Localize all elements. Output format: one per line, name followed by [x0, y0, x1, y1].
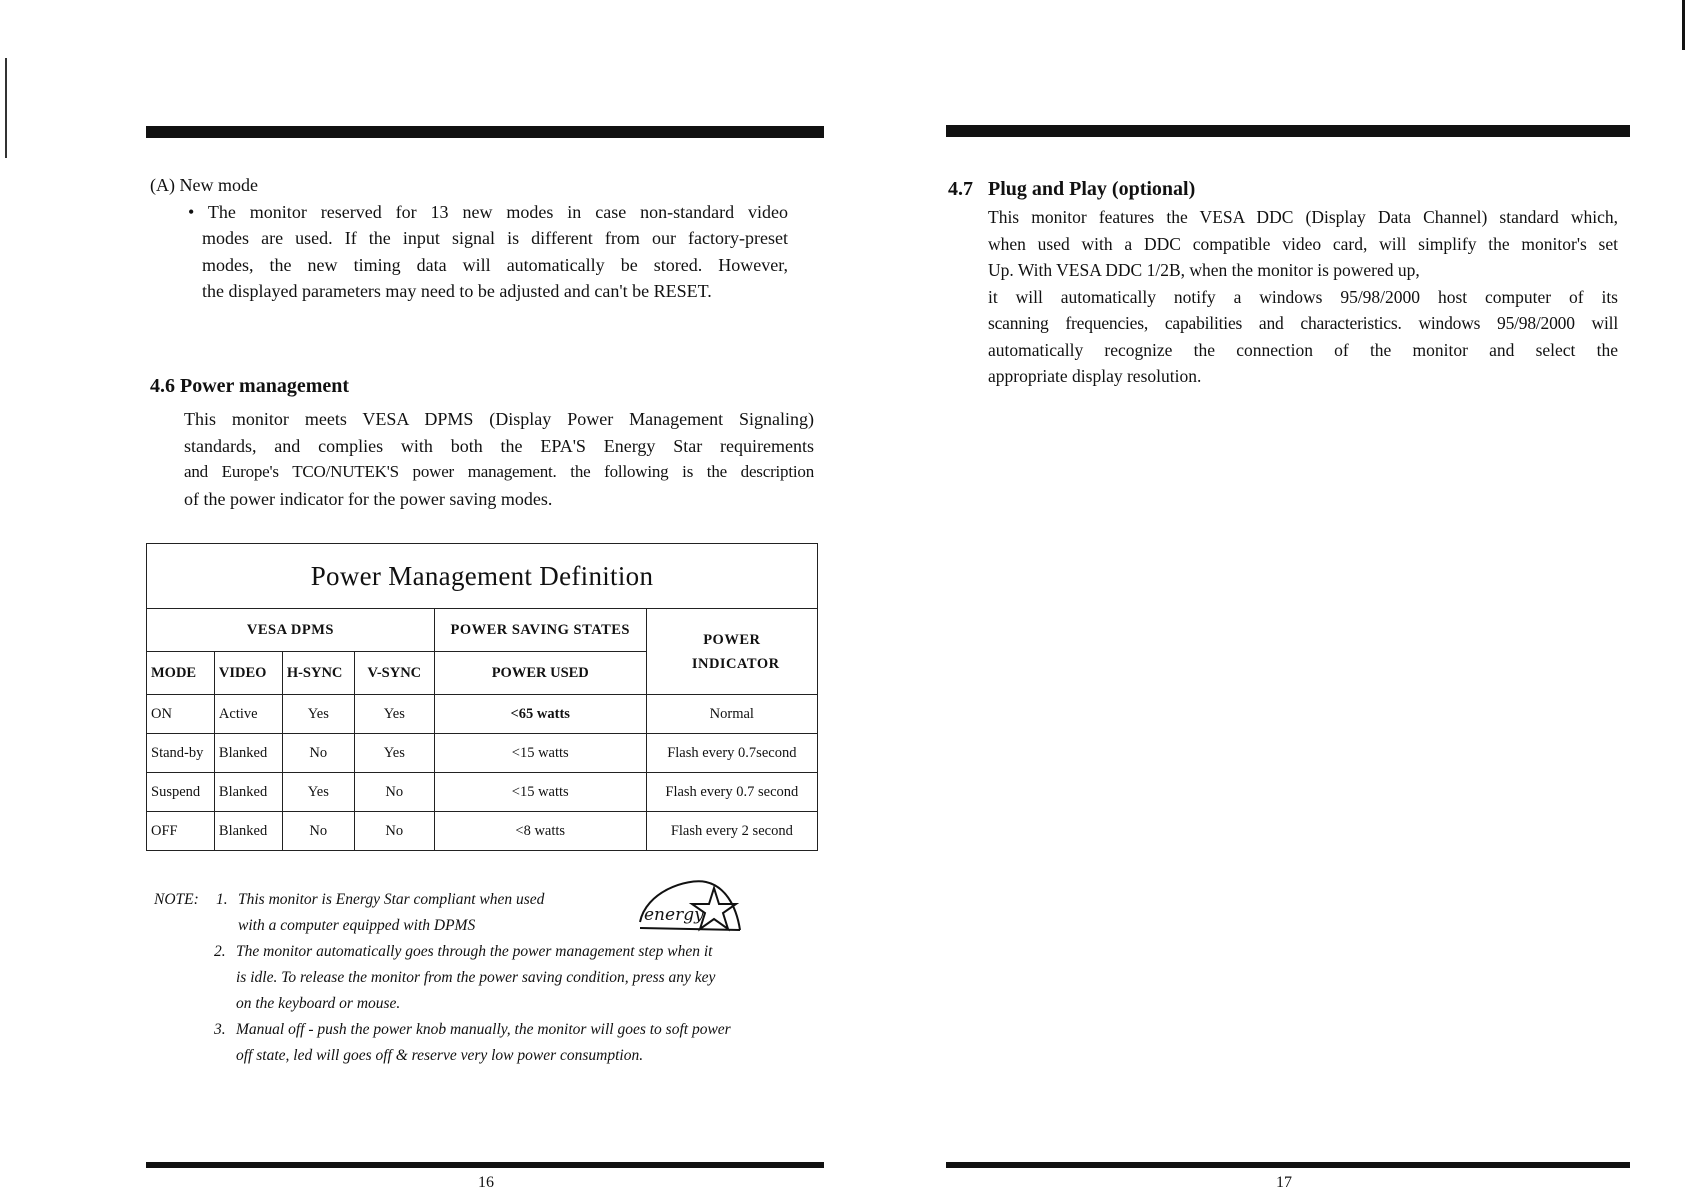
cell-vsync: Yes: [354, 734, 434, 773]
section-46-heading: 4.6 Power management: [150, 375, 350, 397]
section-a-line: the displayed parameters may need to be adjusted and can't be RESET.: [202, 281, 712, 301]
note-line: This monitor is Energy Star compliant when used: [238, 891, 545, 908]
section-47-number: 4.7: [948, 178, 973, 200]
cell-mode: ON: [147, 695, 215, 734]
cell-hsync: No: [282, 734, 354, 773]
cell-vsync: No: [354, 773, 434, 812]
note-item-1: [216, 887, 636, 939]
section-a: [150, 172, 810, 305]
power-indicator-header: [646, 609, 817, 695]
cell-video: Blanked: [214, 734, 282, 773]
section-47-body: [988, 204, 1618, 390]
table-row: [147, 812, 818, 851]
cell-hsync: Yes: [282, 773, 354, 812]
energy-star-logo: [636, 878, 746, 936]
section-a-heading: (A) New mode: [150, 175, 258, 195]
cell-power: <65 watts: [434, 695, 646, 734]
note-label: NOTE:: [154, 891, 199, 908]
section-46-body: [184, 406, 814, 512]
note-line: off state, led will goes off & reserve very low power consumption.: [236, 1047, 644, 1064]
section-47-line: when used with a DDC compatible video card, will simplify the monitor's set: [988, 233, 1618, 254]
note-number: 3.: [214, 1021, 226, 1038]
cell-indicator: Flash every 0.7 second: [646, 773, 817, 812]
column-header-vsync: V-SYNC: [354, 652, 434, 695]
note-item-3: [214, 1017, 834, 1069]
left-edge-mark: [5, 58, 7, 158]
section-47-heading: Plug and Play (optional): [988, 178, 1196, 200]
table-title: Power Management Definition: [147, 544, 818, 609]
cell-indicator: Normal: [646, 695, 817, 734]
left-bottom-rule: [146, 1162, 824, 1168]
column-header-video: VIDEO: [214, 652, 282, 695]
table-row: [147, 695, 818, 734]
section-47-line: Up. With VESA DDC 1/2B, when the monitor is powered up,: [988, 260, 1420, 280]
cell-hsync: No: [282, 812, 354, 851]
column-header-power-used: POWER USED: [434, 652, 646, 695]
section-47-line: automatically recognize the connection of the monitor and select the: [988, 339, 1618, 360]
cell-indicator: Flash every 2 second: [646, 812, 817, 851]
section-46-line: standards, and complies with both the EPA'S Energy Star requirements: [184, 435, 814, 456]
note-item-2: [214, 939, 814, 1017]
cell-power: <15 watts: [434, 734, 646, 773]
column-header-mode: MODE: [147, 652, 215, 695]
cell-mode: OFF: [147, 812, 215, 851]
column-header-hsync: H-SYNC: [282, 652, 354, 695]
cell-video: Blanked: [214, 773, 282, 812]
table-row: [147, 734, 818, 773]
left-top-rule: [146, 126, 824, 138]
cell-hsync: Yes: [282, 695, 354, 734]
section-46-line: of the power indicator for the power saving modes.: [184, 488, 553, 509]
section-a-line: • The monitor reserved for 13 new modes in case non-standard video: [188, 201, 788, 222]
note-line: on the keyboard or mouse.: [236, 995, 401, 1012]
section-47-line: it will automatically notify a windows 95/98/2000 host computer of its: [988, 286, 1618, 307]
power-indicator-header-text: POWER INDICATOR: [691, 631, 780, 672]
section-a-line: modes, the new timing data will automatically be stored. However,: [202, 254, 788, 275]
cell-video: Active: [214, 695, 282, 734]
page-number-left: 16: [478, 1174, 494, 1191]
power-management-table: [146, 543, 818, 851]
page-number-right: 17: [1276, 1174, 1292, 1191]
note-line: The monitor automatically goes through the power management step when it: [236, 943, 713, 960]
note-line: is idle. To release the monitor from the power saving condition, press any key: [236, 969, 716, 986]
section-46-line: and Europe's TCO/NUTEK'S power management. the following is the description: [184, 462, 814, 481]
section-a-line: modes are used. If the input signal is different from our factory-preset: [202, 228, 788, 248]
vesa-dpms-header: VESA DPMS: [147, 609, 435, 652]
right-top-rule: [946, 125, 1630, 137]
power-saving-states-header: POWER SAVING STATES: [434, 609, 646, 652]
energy-logo-text: energy: [644, 905, 704, 925]
cell-vsync: Yes: [354, 695, 434, 734]
cell-indicator: Flash every 0.7second: [646, 734, 817, 773]
note-line: Manual off - push the power knob manually, the monitor will goes to soft power: [236, 1021, 731, 1038]
note-number: 1.: [216, 891, 228, 908]
section-47-line: appropriate display resolution.: [988, 366, 1202, 386]
note-number: 2.: [214, 943, 226, 960]
cell-mode: Stand-by: [147, 734, 215, 773]
section-47-line: scanning frequencies, capabilities and characteristics. windows 95/98/2000 will: [988, 313, 1618, 333]
cell-vsync: No: [354, 812, 434, 851]
section-46-line: This monitor meets VESA DPMS (Display Power Management Signaling): [184, 409, 814, 429]
cell-power: <15 watts: [434, 773, 646, 812]
table-row: [147, 773, 818, 812]
cell-power: <8 watts: [434, 812, 646, 851]
cell-video: Blanked: [214, 812, 282, 851]
cell-mode: Suspend: [147, 773, 215, 812]
note-line: with a computer equipped with DPMS: [238, 917, 476, 934]
section-47-line: This monitor features the VESA DDC (Display Data Channel) standard which,: [988, 207, 1618, 227]
right-bottom-rule: [946, 1162, 1630, 1168]
